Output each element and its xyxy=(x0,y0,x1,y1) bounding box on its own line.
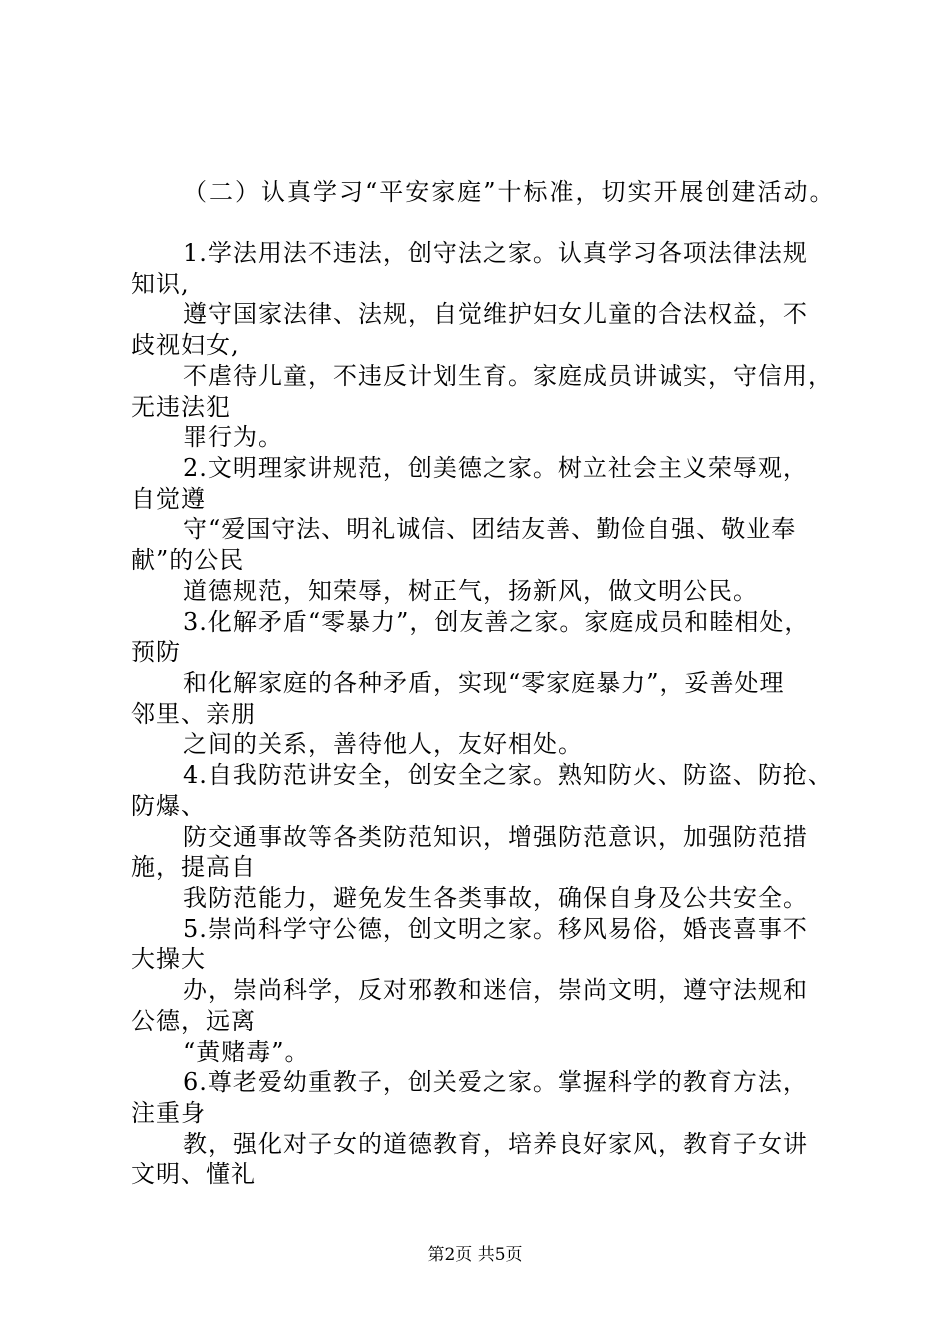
text-line: 防爆、 xyxy=(131,792,206,820)
text-line: 预防 xyxy=(131,638,181,666)
text-line: 献”的公民 xyxy=(131,546,245,574)
text-line: 和化解家庭的各种矛盾，实现“零家庭暴力”，妥善处理 xyxy=(183,669,785,697)
section-heading: （二）认真学习“平安家庭”十标准，切实开展创建活动。 xyxy=(183,178,836,206)
text-line: 知识, xyxy=(131,270,190,298)
text-line: “黄赌毒”。 xyxy=(183,1038,310,1066)
text-line: 道德规范，知荣辱，树正气，扬新风，做文明公民。 xyxy=(183,577,758,605)
text-line: 我防范能力，避免发生各类事故，确保自身及公共安全。 xyxy=(183,884,808,912)
text-line: 大操大 xyxy=(131,945,206,973)
text-line: 之间的关系，善待他人，友好相处。 xyxy=(183,730,583,758)
text-line: 注重身 xyxy=(131,1099,206,1127)
text-line: 1.学法用法不违法，创守法之家。认真学习各项法律法规 xyxy=(183,239,808,267)
text-line: 施，提高自 xyxy=(131,853,256,881)
text-line: 5.崇尚科学守公德，创文明之家。移风易俗，婚丧喜事不 xyxy=(183,915,808,943)
text-line: 无违法犯 xyxy=(131,393,231,421)
text-line: 公德，远离 xyxy=(131,1007,256,1035)
page-footer: 第2页 共5页 xyxy=(427,1245,523,1265)
text-line: 防交通事故等各类防范知识，增强防范意识，加强防范措 xyxy=(183,823,808,851)
text-line: 4.自我防范讲安全，创安全之家。熟知防火、防盗、防抢、 xyxy=(183,761,833,789)
text-line: 歧视妇女, xyxy=(131,331,240,359)
text-line: 教，强化对子女的道德教育，培养良好家风，教育子女讲 xyxy=(183,1130,808,1158)
text-line: 3.化解矛盾“零暴力”，创友善之家。家庭成员和睦相处， xyxy=(183,608,810,636)
text-line: 遵守国家法律、法规，自觉维护妇女儿童的合法权益，不 xyxy=(183,300,808,328)
text-line: 2.文明理家讲规范，创美德之家。树立社会主义荣辱观， xyxy=(183,454,808,482)
text-line: 守“爱国守法、明礼诚信、团结友善、勤俭自强、敬业奉 xyxy=(183,515,797,543)
text-line: 罪行为。 xyxy=(183,423,283,451)
text-line: 6.尊老爱幼重教子，创关爱之家。掌握科学的教育方法， xyxy=(183,1068,808,1096)
text-line: 邻里、亲朋 xyxy=(131,700,256,728)
text-line: 不虐待儿童，不违反计划生育。家庭成员讲诚实，守信用， xyxy=(183,362,833,390)
text-line: 文明、懂礼 xyxy=(131,1160,256,1188)
text-line: 办，崇尚科学，反对邪教和迷信，崇尚文明，遵守法规和 xyxy=(183,976,808,1004)
text-line: 自觉遵 xyxy=(131,485,206,513)
